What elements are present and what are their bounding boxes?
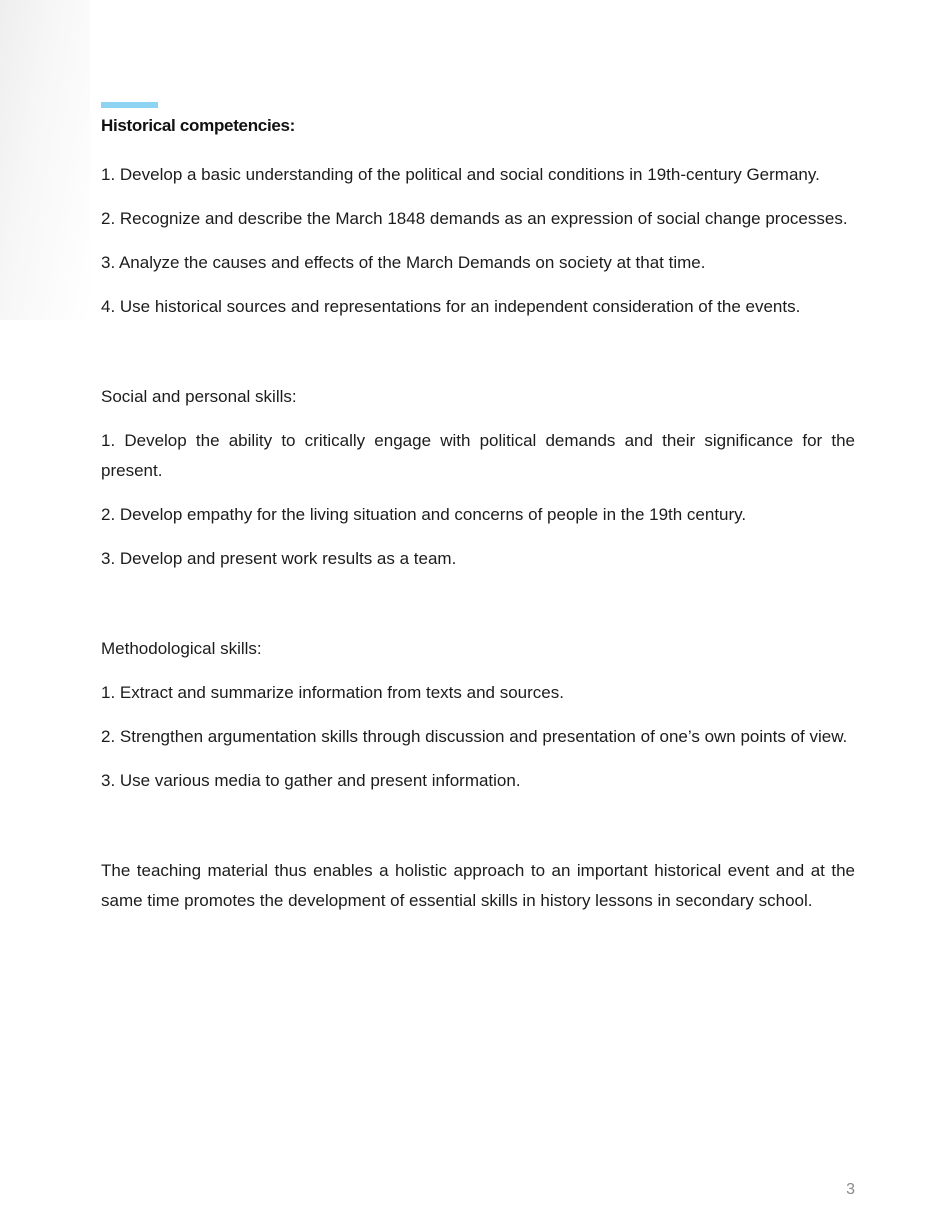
- historical-item-2: 2. Recognize and describe the March 1848 demands as an expression of social change processes.: [101, 209, 848, 228]
- corner-shade: [0, 0, 90, 320]
- page-number: 3: [846, 1181, 855, 1198]
- method-skills-label: Methodological skills:: [101, 639, 262, 658]
- spacer: [101, 588, 855, 634]
- method-item-3: 3. Use various media to gather and present information.: [101, 771, 521, 790]
- social-item-1: 1. Develop the ability to critically engage with political demands and their significance for the present.: [101, 431, 855, 480]
- page-content: [101, 114, 855, 930]
- method-item-1: 1. Extract and summarize information from texts and sources.: [101, 683, 564, 702]
- social-skills-label: Social and personal skills:: [101, 387, 297, 406]
- accent-bar: [101, 102, 158, 108]
- social-item-2: 2. Develop empathy for the living situation and concerns of people in the 19th century.: [101, 505, 747, 524]
- historical-item-4: 4. Use historical sources and representations for an independent consideration of the events.: [101, 297, 801, 316]
- historical-item-3: 3. Analyze the causes and effects of the March Demands on society at that time.: [101, 253, 706, 272]
- conclusion-paragraph: The teaching material thus enables a holistic approach to an important historical event and at the same time promotes the development of essential skills in history lessons in secondary school.: [101, 861, 855, 910]
- spacer: [101, 810, 855, 856]
- spacer: [101, 336, 855, 382]
- method-item-2: 2. Strengthen argumentation skills through discussion and presentation of one’s own points of view.: [101, 727, 848, 746]
- section-heading: Historical competencies:: [101, 116, 296, 135]
- social-item-3: 3. Develop and present work results as a team.: [101, 549, 457, 568]
- historical-item-1: 1. Develop a basic understanding of the political and social conditions in 19th-century Germany.: [101, 165, 820, 184]
